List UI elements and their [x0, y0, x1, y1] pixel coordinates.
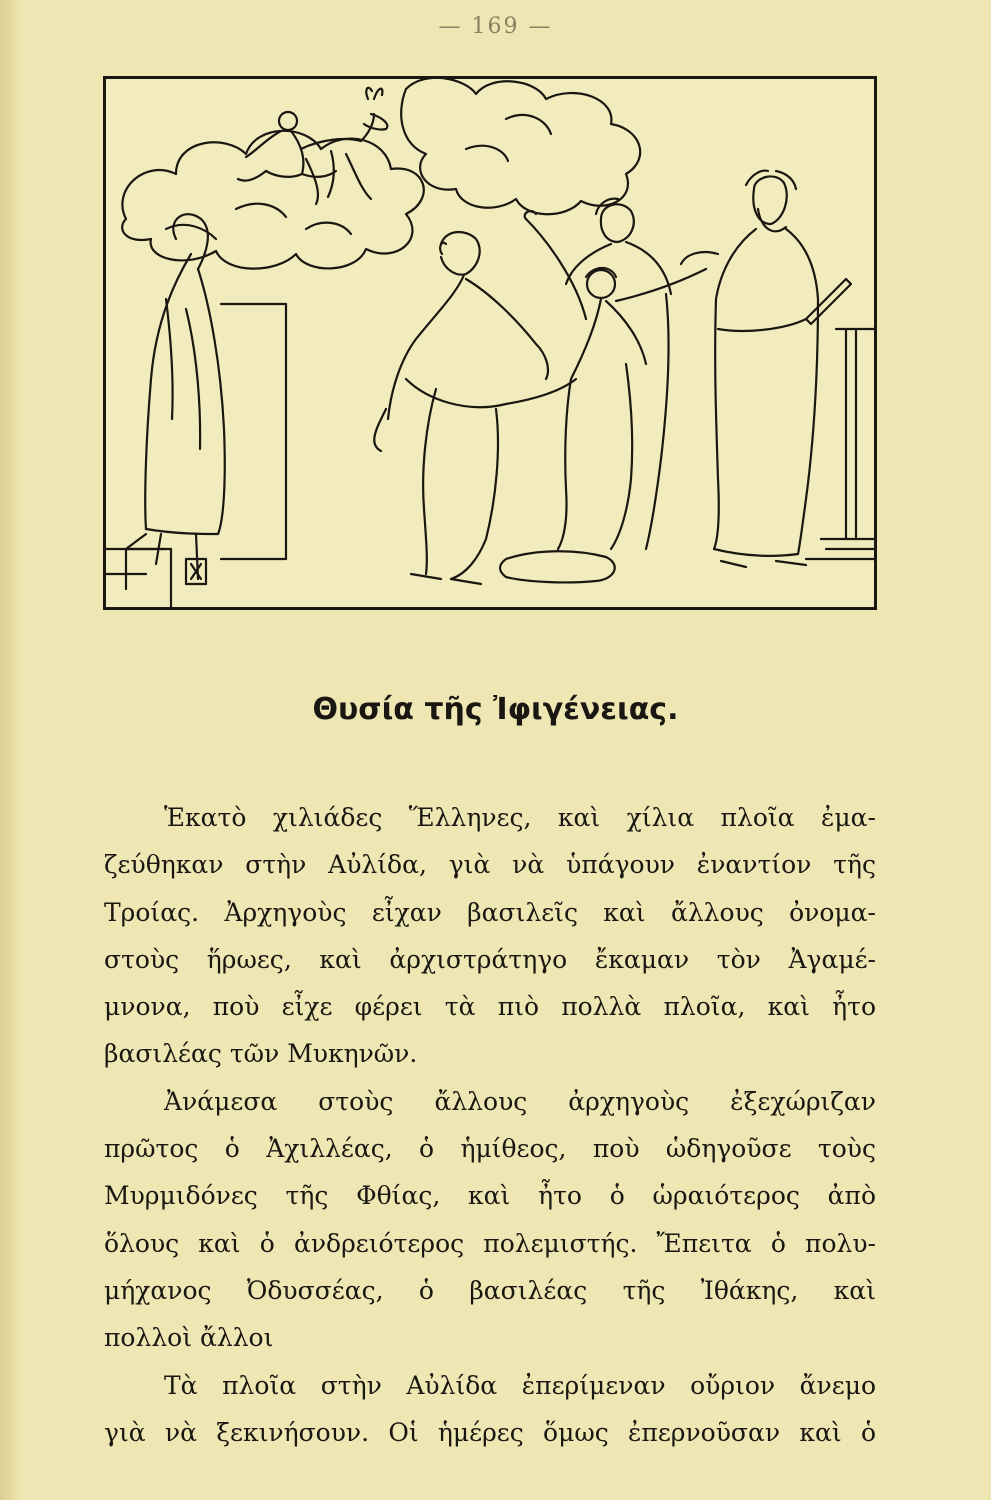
illustration-frame: [103, 76, 877, 610]
paragraph-3: [104, 1362, 876, 1457]
cloud-left: [122, 131, 424, 269]
attendant-figure: [566, 199, 671, 549]
illustration-caption: Θυσία τῆς Ἰφιγένειας.: [312, 692, 679, 727]
text-line: Ἀνάμεσα στοὺς ἄλλους ἀρχηγοὺς ἐξεχώριζαν: [164, 1086, 876, 1116]
body-text: [104, 794, 876, 1456]
iphigenia-figure: [525, 211, 706, 549]
text-line: πρῶτος ὁ Ἀχιλλέας, ὁ ἡμίθεος, ποὺ ὡδηγοῦσε τοὺς: [104, 1134, 876, 1164]
text-line: Μυρμιδόνες τῆς Φθίας, καὶ ἦτο ὁ ὡραιότερος ἀπὸ: [104, 1181, 876, 1211]
text-line: ζεύθηκαν στὴν Αὐλίδα, γιὰ νὰ ὑπάγουν ἐναντίον τῆς: [104, 850, 876, 880]
veiled-figure: [126, 214, 225, 589]
text-line: Τροίας. Ἀρχηγοὺς εἶχαν βασιλεῖς καὶ ἄλλους ὀνομα-: [104, 897, 876, 927]
cloud-right: [401, 79, 640, 214]
paragraph-1: [104, 794, 876, 1078]
text-line: Τὰ πλοῖα στὴν Αὐλίδα ἐπερίμεναν οὔριον ἄνεμο: [164, 1370, 876, 1400]
text-line: Ἑκατὸ χιλιάδες Ἕλληνες, καὶ χίλια πλοῖα ἐμα-: [164, 803, 876, 832]
page-number: — 169 —: [438, 14, 553, 39]
text-line: μνονα, ποὺ εἶχε φέρει τὰ πιὸ πολλὰ πλοῖα, καὶ ἦτο: [104, 992, 876, 1022]
text-line: μήχανος Ὀδυσσέας, ὁ βασιλέας τῆς Ἰθάκης, καὶ: [104, 1275, 876, 1305]
artemis-figure: [238, 112, 336, 181]
priest-figure: [681, 171, 851, 567]
sacrifice-of-iphigenia-illustration: [106, 79, 874, 607]
altar-block-left: [106, 304, 286, 607]
paragraph-2: [104, 1078, 876, 1362]
crouching-man-figure: [374, 232, 576, 584]
text-line: πολλοὶ ἄλλοι: [104, 1323, 274, 1353]
text-line: βασιλέας τῶν Μυκηνῶν.: [104, 1039, 418, 1069]
text-line: ὅλους καὶ ὁ ἀνδρειότερος πολεμιστής. Ἔπειτα ὁ πολυ-: [104, 1228, 876, 1258]
text-line: γιὰ νὰ ξεκινήσουν. Οἱ ἡμέρες ὅμως ἐπερνοῦσαν καὶ ὁ: [104, 1417, 876, 1447]
text-line: στοὺς ἥρωες, καὶ ἀρχιστράτηγο ἔκαμαν τὸν Ἀγαμέ-: [104, 944, 876, 974]
ground-rock: [500, 551, 615, 582]
page-gutter: [0, 0, 22, 1500]
